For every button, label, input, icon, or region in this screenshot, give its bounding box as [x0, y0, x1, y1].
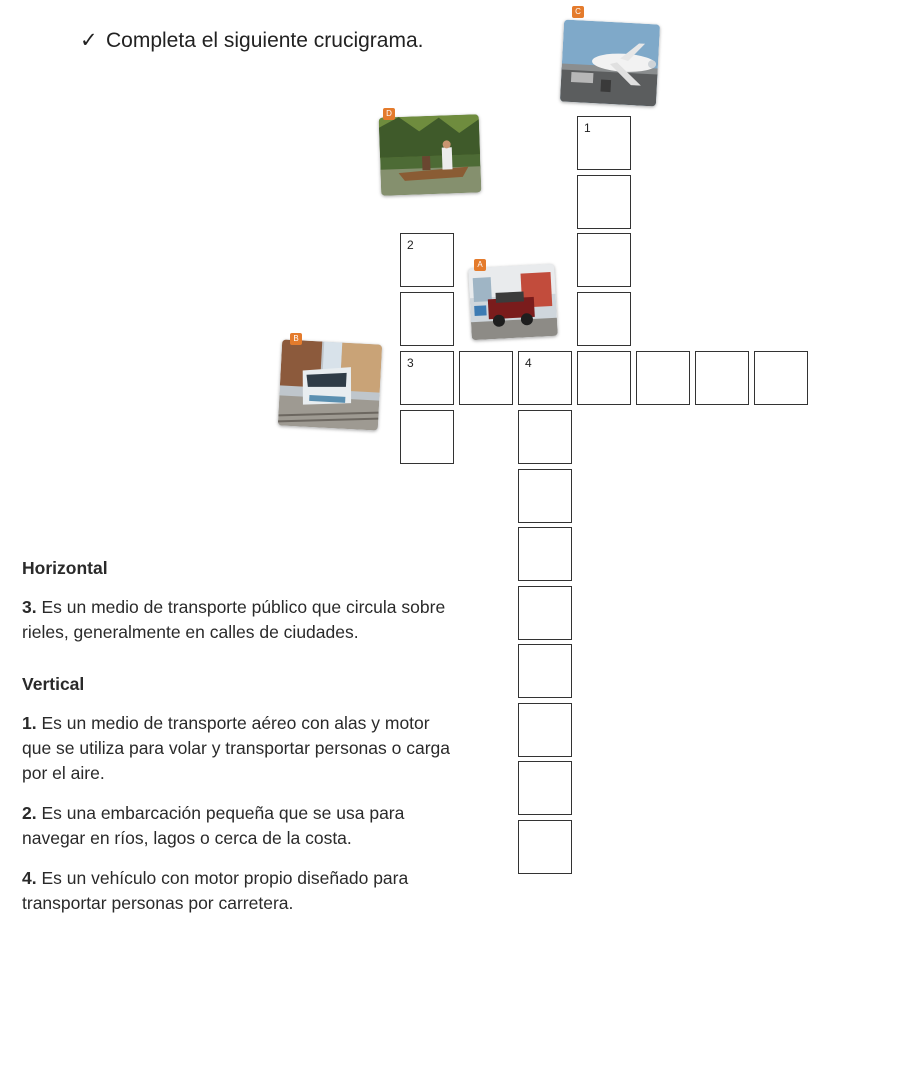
crossword-cell[interactable]	[577, 351, 631, 405]
vertical-heading: Vertical	[22, 674, 85, 694]
crossword-cell[interactable]	[400, 292, 454, 346]
checkmark-icon: ✓	[80, 29, 98, 52]
crossword-cell[interactable]	[577, 233, 631, 287]
clue-number: 3	[407, 356, 414, 370]
crossword-cell[interactable]	[518, 469, 572, 523]
crossword-cell[interactable]	[754, 351, 808, 405]
crossword-cell[interactable]	[518, 586, 572, 640]
photo-tag-tram: B	[290, 333, 302, 345]
clue-horizontal-3	[22, 595, 452, 645]
clue-number: 4.	[22, 868, 37, 888]
clue-text: Es un medio de transporte aéreo con alas y motor que se utiliza para volar y transportar personas o carga por el aire.	[22, 713, 451, 783]
crossword-cell[interactable]	[518, 351, 572, 405]
crossword-cell[interactable]	[400, 351, 454, 405]
clues-section	[22, 556, 452, 931]
crossword-cell[interactable]	[577, 292, 631, 346]
crossword-cell[interactable]	[459, 351, 513, 405]
clue-vertical-1	[22, 711, 452, 786]
crossword-cell[interactable]	[636, 351, 690, 405]
crossword-cell[interactable]	[518, 761, 572, 815]
clue-vertical-2	[22, 801, 452, 851]
crossword-cell[interactable]	[695, 351, 749, 405]
instruction-text: Completa el siguiente crucigrama.	[106, 29, 424, 52]
photo-tag-airplane: C	[572, 6, 584, 18]
clue-number: 2.	[22, 803, 37, 823]
clue-number: 1.	[22, 713, 37, 733]
photo-tag-canoe: D	[383, 108, 395, 120]
clue-number: 3.	[22, 597, 37, 617]
clue-number: 4	[525, 356, 532, 370]
clue-text: Es una embarcación pequeña que se usa para navegar en ríos, lagos o cerca de la costa.	[22, 803, 405, 848]
photo-tag-car: A	[474, 259, 486, 271]
clue-text: Es un medio de transporte público que circula sobre rieles, generalmente en calles de ciudades.	[22, 597, 446, 642]
crossword-cell[interactable]	[518, 410, 572, 464]
crossword-cell[interactable]	[577, 175, 631, 229]
crossword-cell[interactable]	[577, 116, 631, 170]
crossword-cell[interactable]	[400, 233, 454, 287]
horizontal-heading: Horizontal	[22, 558, 108, 578]
crossword-cell[interactable]	[518, 703, 572, 757]
clue-number: 2	[407, 238, 414, 252]
clue-vertical-4	[22, 866, 452, 916]
crossword-cell[interactable]	[518, 527, 572, 581]
crossword-cell[interactable]	[518, 644, 572, 698]
crossword-cell[interactable]	[400, 410, 454, 464]
clue-text: Es un vehículo con motor propio diseñado para transportar personas por carretera.	[22, 868, 409, 913]
crossword-cell[interactable]	[518, 820, 572, 874]
clue-number: 1	[584, 121, 591, 135]
